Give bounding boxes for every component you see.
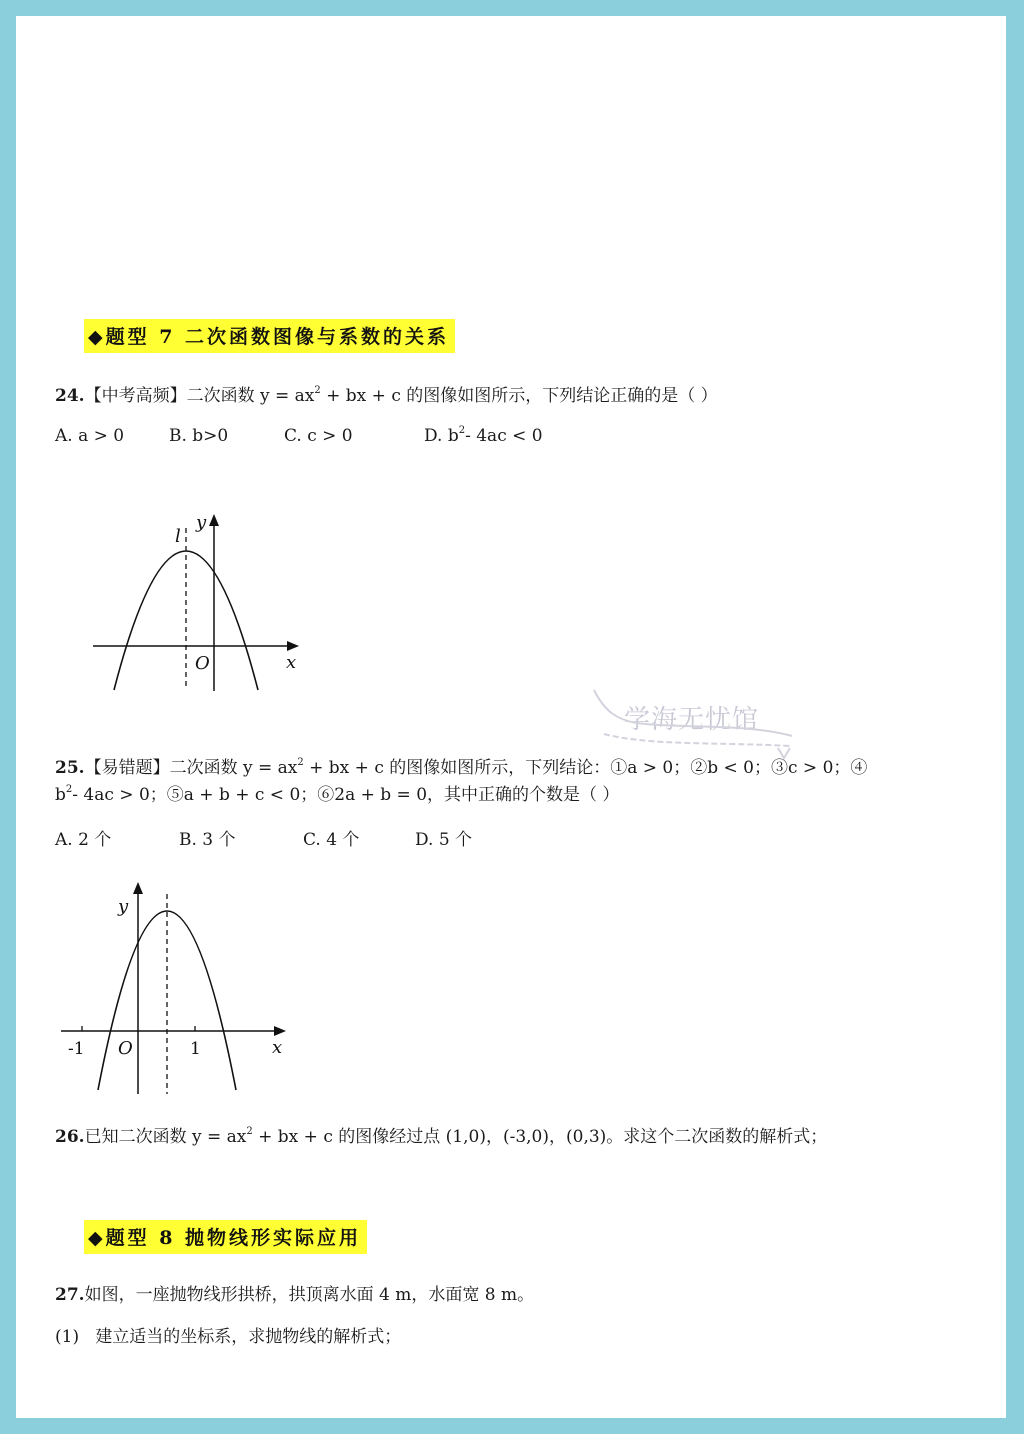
- question-24-tag: 【中考高频】: [84, 386, 187, 406]
- origin-label: O: [118, 1038, 133, 1059]
- symmetry-axis-label: l: [175, 526, 181, 547]
- watermark-stroke-top: [594, 690, 792, 736]
- question-24: [55, 384, 718, 408]
- question-24-option-c: C. c > 0: [284, 426, 353, 446]
- x-axis-label: x: [286, 652, 297, 673]
- question-25-line2-exponent: 2: [65, 784, 73, 795]
- question-24-option-b: B. b>0: [169, 426, 229, 446]
- question-25-line2-text: - 4ac > 0；⑤a + b + c < 0；⑥2a + b = 0，其中正确的个数是（ ）: [72, 785, 620, 805]
- question-24-text: 二次函数 y = ax: [186, 386, 315, 406]
- question-27-part-1: [55, 1325, 401, 1349]
- tick-1-label: 1: [190, 1039, 201, 1059]
- question-27-part-1-number: (1): [55, 1327, 80, 1347]
- y-axis-arrow: [133, 882, 143, 894]
- question-27-part-1-text: 建立适当的坐标系，求抛物线的解析式；: [95, 1327, 402, 1347]
- y-axis-arrow: [209, 514, 219, 526]
- question-24-option-a: A. a > 0: [55, 426, 125, 446]
- question-24-option-d: [424, 426, 543, 446]
- worksheet-page: [16, 16, 1006, 1418]
- question-24-text-tail: + bx + c 的图像如图所示，下列结论正确的是（ ）: [320, 386, 718, 406]
- question-24-number: 24.: [55, 386, 85, 406]
- question-27: [55, 1283, 534, 1307]
- question-25-tag: 【易错题】: [84, 758, 170, 778]
- question-25-line-2: [55, 783, 619, 807]
- watermark-swirl: [590, 684, 800, 764]
- question-24-graph: [88, 508, 308, 693]
- question-25-option-d: D. 5 个: [415, 830, 473, 850]
- question-25-option-c: C. 4 个: [303, 830, 360, 850]
- question-25-line2-base: b: [55, 785, 66, 805]
- question-25-exponent: 2: [297, 757, 304, 768]
- question-25-graph: [56, 876, 296, 1096]
- section-7-title: ◆题型 7 二次函数图像与系数的关系: [84, 319, 455, 353]
- question-25: [55, 756, 867, 780]
- question-24-exponent: 2: [314, 385, 321, 396]
- watermark: 学海无忧馆: [624, 705, 760, 735]
- watermark-stroke-bottom: [604, 734, 790, 746]
- y-axis-label: y: [196, 512, 207, 533]
- option-d-tail: - 4ac < 0: [465, 426, 543, 446]
- question-25-number: 25.: [55, 758, 85, 778]
- question-26-text: 已知二次函数 y = ax: [84, 1127, 247, 1147]
- x-axis-arrow: [274, 1026, 286, 1036]
- option-d-exponent: 2: [458, 425, 466, 436]
- question-27-text: 如图，一座抛物线形拱桥，拱顶离水面 4 m，水面宽 8 m。: [84, 1285, 535, 1305]
- question-25-option-b: B. 3 个: [179, 830, 236, 850]
- y-axis-label: y: [118, 896, 129, 917]
- question-27-number: 27.: [55, 1285, 85, 1305]
- x-axis-arrow: [287, 641, 299, 651]
- question-26-number: 26.: [55, 1127, 85, 1147]
- question-26-exponent: 2: [246, 1126, 253, 1137]
- question-25-text-tail: + bx + c 的图像如图所示，下列结论：①a > 0；②b < 0；③c > 0；④: [303, 758, 868, 778]
- section-8-title: ◆题型 8 抛物线形实际应用: [84, 1220, 367, 1254]
- x-axis-label: x: [272, 1037, 283, 1058]
- question-25-text: 二次函数 y = ax: [169, 758, 298, 778]
- question-25-option-a: A. 2 个: [55, 830, 112, 850]
- question-26-text-tail: + bx + c 的图像经过点 (1,0)，(-3,0)，(0,3)。求这个二次函数的解析式；: [252, 1127, 828, 1147]
- tick-neg1-label: -1: [68, 1039, 85, 1059]
- parabola-curve: [98, 911, 236, 1090]
- origin-label: O: [195, 653, 210, 674]
- option-d-base: D. b: [424, 426, 459, 446]
- question-26: [55, 1125, 827, 1149]
